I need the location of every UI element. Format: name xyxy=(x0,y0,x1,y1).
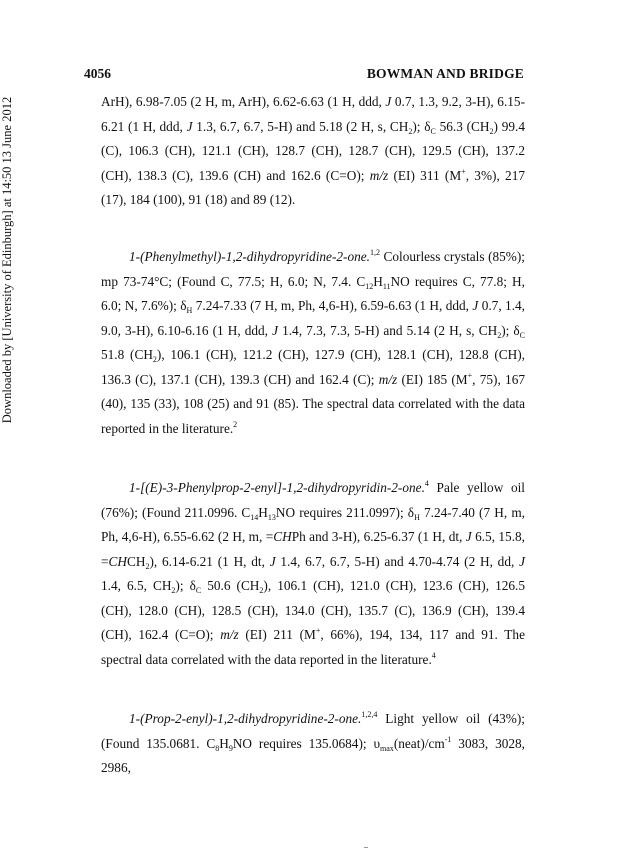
paragraph-propenyl-pyridinone: 1-(Prop-2-enyl)-1,2-dihydropyridine-2-one.$^{1,2,4}$ Light yellow oil (43%); (Found 135.0681. $C_8H_9NO$ requires 135.0684); $\upsilon_{max}(neat)/cm^{-1}$ 3083, 3028, 2986, xyxy=(101,710,526,775)
download-watermark: Downloaded by [University of Edinburgh] at 14:50 13 June 2012 xyxy=(0,96,14,424)
running-head: BOWMAN AND BRIDGE xyxy=(366,66,524,81)
page-header xyxy=(84,66,524,84)
paragraph-phenylmethyl-pyridinone: 1-(Phenylmethyl)-1,2-dihydropyridine-2-one.$^{1,2}$ Colourless crystals (85%); mp 73-74°C; (Found C, 77.5; H, 6.0; N, 7.4. $C_{12}H_{11}NO$ requires C, 77.8; H, 6.0; N, 7.6%); $\delta_H$ 7.24-7.33 (7 H, m, Ph, 4,6-H), 6.59-6.63 (1 H, ddd, J 0.7, 1.4, 9.0, 3-H), 6.10-6.16 (1 H, ddd, J 1.4, 7.3, 7.3, 5-H) and 5.14 (2 H, s, $CH_2$); $\delta_C$ 51.8 $(CH_2)$, 106.1 (CH), 121.2 (CH), 127.9 (CH), 128.1 (CH), 128.8 (CH), 136.3 (C), 137.1 (CH), 139.3 (CH) and 162.4 (C); m/z (EI) 185 (M+, 75), 167 (40), 135 (33), 108 (25) and 91 (85). The spectral data correlated with the data reported in the literature.$^2$ xyxy=(101,248,526,436)
footer-mark xyxy=(364,847,368,848)
page-number: 4056 xyxy=(84,66,111,81)
paragraph-phenylpropenyl-pyridinone: 1-[(E)-3-Phenylprop-2-enyl]-1,2-dihydropyridin-2-one.$^4$ Pale yellow oil (76%); (Found 211.0996. $C_{14}H_{13}NO$ requires 211.0997); $\delta_H$ 7.24-7.40 (7 H, m, Ph, 4,6-H), 6.55-6.62 (2 H, m, =CHPh and 3-H), 6.25-6.37 (1 H, dt, J 6.5, 15.8, $=CHCH_2$), 6.14-6.21 (1 H, dt, J 1.4, 6.7, 6.7, 5-H) and 4.70-4.74 (2 H, dd, J 1.4, 6.5, $CH_2$); $\delta_C$ 50.6 $(CH_2)$, 106.1 (CH), 121.0 (CH), 123.6 (CH), 126.5 (CH), 128.0 (CH), 128.5 (CH), 134.0 (CH), 135.7 (C), 136.9 (CH), 139.4 (CH), 162.4 (C=O); m/z (EI) 211 (M+, 66%), 194, 134, 117 and 91. The spectral data correlated with the data reported in the literature.$^4$ xyxy=(101,479,526,667)
paragraph-continuation: ArH), 6.98-7.05 (2 H, m, ArH), 6.62-6.63 (1 H, ddd, J 0.7, 1.3, 9.2, 3-H), 6.15-6.21 (1 H, ddd, J 1.3, 6.7, 6.7, 5-H) and 5.18 (2 H, s, $CH_2$); $\delta_C$ 56.3 $(CH_2)$ 99.4 (C), 106.3 (CH), 121.1 (CH), 128.7 (CH), 128.7 (CH), 129.5 (CH), 137.2 (CH), 138.3 (C), 139.6 (CH) and 162.6 (C=O); m/z (EI) 311 (M+, 3%), 217 (17), 184 (100), 91 (18) and 89 (12). xyxy=(101,94,525,207)
